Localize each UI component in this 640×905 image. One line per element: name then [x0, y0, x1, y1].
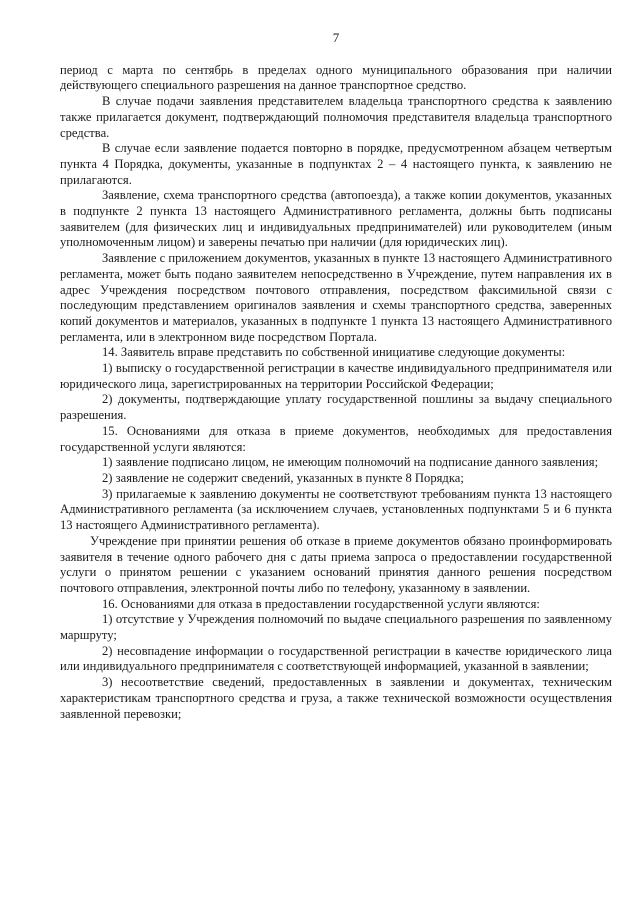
paragraph: В случае если заявление подается повторно в порядке, предусмотренном абзацем четвертым пункта 4 Порядка, документы, указанные в подпунктах 2 – 4 настоящего пункта, к заявлению не прилагаются. — [60, 141, 612, 187]
document-page — [60, 30, 612, 722]
list-item: 1) выписку о государственной регистрации в качестве индивидуального предпринимателя или юридического лица, зарегистрированных на территории Российской Федерации; — [60, 361, 612, 391]
paragraph-item-16: 16. Основаниями для отказа в предоставлении государственной услуги являются: — [102, 596, 540, 611]
paragraph: В случае подачи заявления представителем владельца транспортного средства к заявлению также прилагается документ, подтверждающий полномочия представителя владельца транспортного средства. — [60, 94, 612, 140]
list-item: 3) несоответствие сведений, предоставленных в заявлении и документах, техническим характеристикам транспортного средства и груза, а также технической возможности осуществления заявленной перевозки; — [60, 675, 612, 721]
page-number: 7 — [332, 30, 340, 45]
list-item: 2) несовпадение информации о государственной регистрации в качестве юридического лица или индивидуального предпринимателя с соответствующей информацией, указанной в заявлении; — [60, 643, 612, 674]
paragraph: Заявление с приложением документов, указанных в пункте 13 настоящего Административного регламента, может быть подано заявителем непосредственно в Учреждение, путем направления их в адрес Учреждения посредством почтового отправления, посредством факсимильной связи с последующим представлением оригиналов заявления и схемы транспортного средства, заверенных копий документов и материалов, указанных в подпункте 1 пункта 13 настоящего Административного регламента, или в электронном виде посредством Портала. — [60, 251, 612, 344]
paragraph: Учреждение при принятии решения об отказе в приеме документов обязано проинформировать заявителя в течение одного рабочего дня с даты приема запроса о предоставлении государственной услуги о принятом решении с указанием оснований принятия данного решения посредством почтового отправления, электронной почты либо по телефону, указанному в заявлении. — [60, 533, 612, 595]
paragraph-item-15: 15. Основаниями для отказа в приеме документов, необходимых для предоставления государственной услуги являются: — [60, 423, 612, 454]
paragraph: период с марта по сентябрь в пределах одного муниципального образования при наличии действующего специального разрешения на данное транспортное средство. — [60, 62, 612, 93]
paragraph: Заявление, схема транспортного средства (автопоезда), а также копии документов, указанных в подпункте 2 пункта 13 настоящего Административного регламента, должны быть подписаны заявителем (для физических лиц и индивидуальных предпринимателей) или руководителем (иным уполномоченным лицом) и заверены печатью при наличии (для юридических лиц). — [60, 188, 612, 250]
list-item: 2) документы, подтверждающие уплату государственной пошлины за выдачу специального разрешения. — [60, 392, 612, 423]
list-item: 2) заявление не содержит сведений, указанных в пункте 8 Порядка; — [102, 470, 464, 485]
list-item: 1) заявление подписано лицом, не имеющим полномочий на подписание данного заявления; — [102, 455, 599, 470]
paragraph-item-14: 14. Заявитель вправе представить по собственной инициативе следующие документы: — [102, 345, 566, 360]
list-item: 3) прилагаемые к заявлению документы не соответствуют требованиям пункта 13 настоящего Административного регламента (за исключением случаев, установленных подпунктами 5 и 6 пункта 13 настоящего Административного регламента). — [60, 486, 612, 533]
list-item: 1) отсутствие у Учреждения полномочий по выдаче специального разрешения по заявленному маршруту; — [60, 612, 612, 643]
